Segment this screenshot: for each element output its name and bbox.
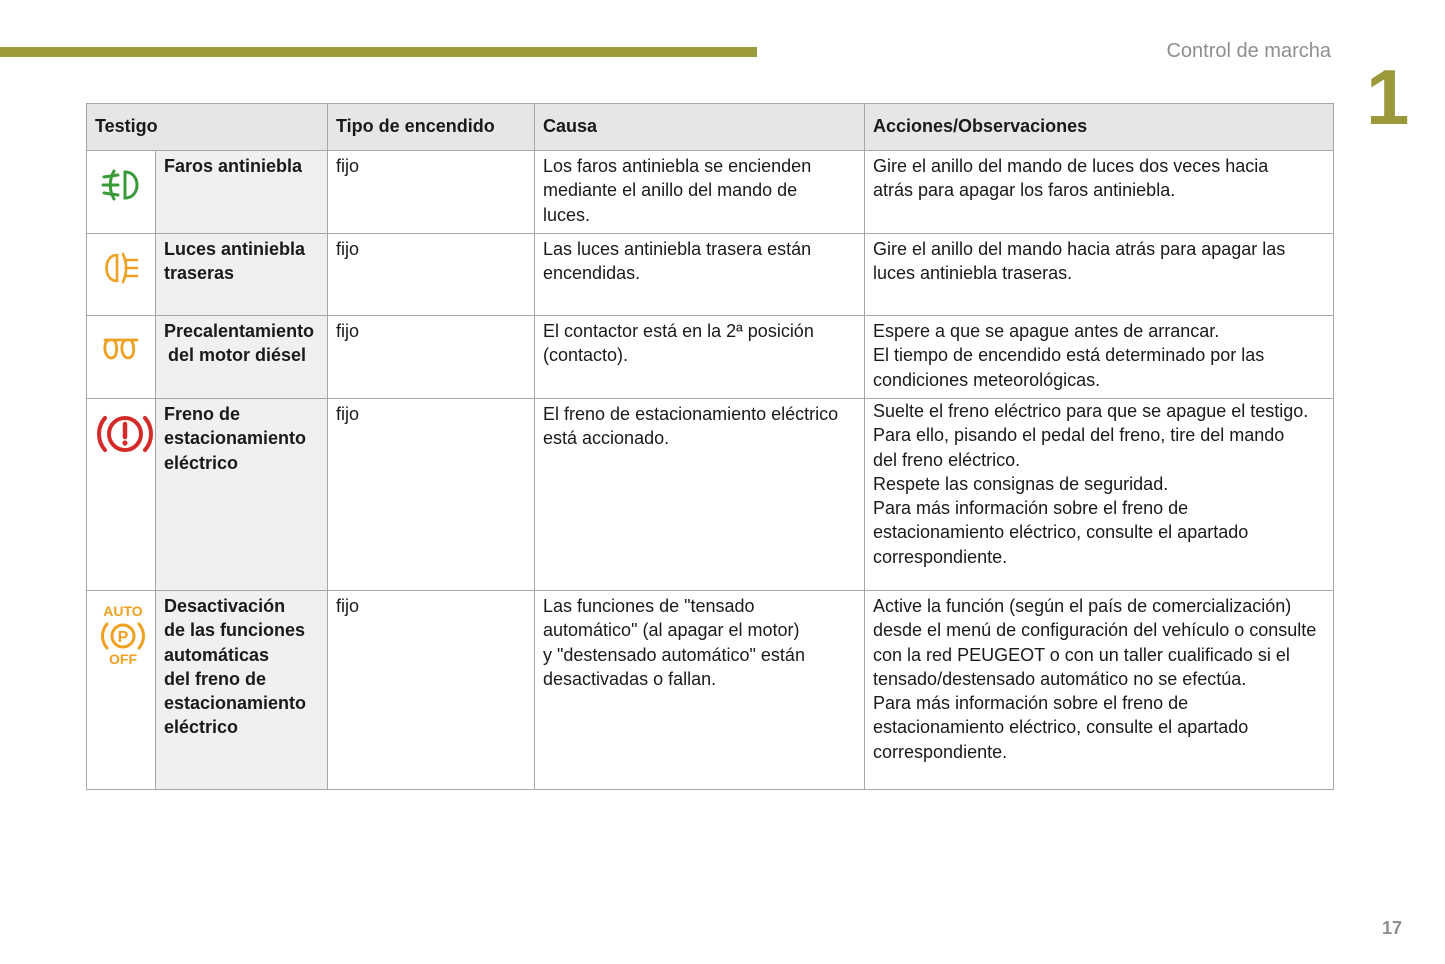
cause-line: desactivadas o fallan. xyxy=(543,668,717,689)
ignition-type: fijo xyxy=(328,591,535,790)
ignition-type: fijo xyxy=(328,234,535,316)
warning-name-line: automáticas xyxy=(164,644,270,665)
cause-cell xyxy=(535,316,865,399)
warning-lights-table xyxy=(86,103,1334,790)
action-line: desde el menú de configuración del vehículo o consulte xyxy=(873,620,1317,641)
warning-name-cell xyxy=(156,399,328,591)
icon-label-auto: AUTO xyxy=(103,603,143,619)
action-line: Espere a que se apague antes de arrancar. xyxy=(873,321,1220,341)
action-line: atrás para apagar los faros antiniebla. xyxy=(873,180,1176,201)
cause-line: Las luces antiniebla trasera están xyxy=(543,239,812,259)
action-line: Para más información sobre el freno de xyxy=(873,498,1189,519)
icon-cell xyxy=(87,591,156,790)
action-line: luces antiniebla traseras. xyxy=(873,263,1073,284)
table-header-row xyxy=(87,104,1334,151)
top-accent-bar xyxy=(0,47,757,57)
col-header-testigo: Testigo xyxy=(87,104,328,151)
warning-name-cell xyxy=(156,316,328,399)
table-row xyxy=(87,316,1334,399)
cause-cell xyxy=(535,234,865,316)
icon-cell xyxy=(87,234,156,316)
cause-line: (contacto). xyxy=(543,345,629,366)
warning-name-line: Freno de xyxy=(164,404,241,424)
table-row xyxy=(87,234,1334,316)
section-title: Control de marcha xyxy=(1166,40,1331,62)
col-header-tipo: Tipo de encendido xyxy=(328,104,535,151)
action-line: Gire el anillo del mando de luces dos veces hacia xyxy=(873,156,1269,176)
action-line: correspondiente. xyxy=(873,546,1008,567)
action-line: condiciones meteorológicas. xyxy=(873,369,1101,390)
ignition-type: fijo xyxy=(328,399,535,591)
action-line: Gire el anillo del mando hacia atrás para apagar las xyxy=(873,239,1286,259)
warning-name-cell xyxy=(156,591,328,790)
action-line: Respete las consignas de seguridad. xyxy=(873,473,1169,494)
cause-line: luces. xyxy=(543,204,591,225)
cause-line: y "destensado automático" están xyxy=(543,644,805,665)
warning-name-line: del motor diésel xyxy=(168,345,307,366)
col-header-acciones: Acciones/Observaciones xyxy=(865,104,1334,151)
action-cell xyxy=(865,399,1334,591)
chapter-number: 1 xyxy=(1366,53,1410,141)
warning-name-line: eléctrico xyxy=(164,717,239,738)
table-row xyxy=(87,591,1334,790)
cause-cell xyxy=(535,399,865,591)
action-line: del freno eléctrico. xyxy=(873,449,1021,470)
icon-cell xyxy=(87,399,156,591)
parking-brake-warning-icon xyxy=(95,410,155,458)
cause-line: El freno de estacionamiento eléctrico xyxy=(543,404,839,424)
action-line: estacionamiento eléctrico, consulte el apartado xyxy=(873,522,1249,543)
warning-name-cell xyxy=(156,151,328,234)
col-header-causa: Causa xyxy=(535,104,865,151)
action-line: estacionamiento eléctrico, consulte el apartado xyxy=(873,717,1249,738)
glow-plug-icon xyxy=(101,333,141,363)
action-cell xyxy=(865,591,1334,790)
cause-line: está accionado. xyxy=(543,428,670,449)
table-row xyxy=(87,399,1334,591)
warning-name-line: Luces antiniebla xyxy=(164,239,306,259)
action-cell xyxy=(865,234,1334,316)
cause-cell xyxy=(535,591,865,790)
action-cell xyxy=(865,316,1334,399)
warning-name-line: eléctrico xyxy=(164,452,239,473)
warning-name: Faros antiniebla xyxy=(164,156,303,176)
front-fog-light-icon xyxy=(99,168,143,202)
action-line: correspondiente. xyxy=(873,741,1008,762)
cause-line: encendidas. xyxy=(543,263,641,284)
warning-name-line: traseras xyxy=(164,263,235,284)
warning-name-line: estacionamiento xyxy=(164,428,307,449)
warning-name-line: Desactivación xyxy=(164,596,286,616)
ignition-type: fijo xyxy=(328,316,535,399)
cause-line: mediante el anillo del mando de xyxy=(543,180,798,201)
warning-name-cell xyxy=(156,234,328,316)
warning-name-line: del freno de xyxy=(164,668,267,689)
table-row xyxy=(87,151,1334,234)
action-line: Active la función (según el país de comercialización) xyxy=(873,596,1292,616)
icon-cell xyxy=(87,316,156,399)
action-line: Para más información sobre el freno de xyxy=(873,693,1189,714)
ignition-type: fijo xyxy=(328,151,535,234)
rear-fog-light-icon xyxy=(101,251,141,285)
cause-line: Los faros antiniebla se encienden xyxy=(543,156,812,176)
icon-cell xyxy=(87,151,156,234)
action-line: con la red PEUGEOT o con un taller cualificado si el xyxy=(873,644,1290,665)
cause-line: Las funciones de "tensado xyxy=(543,596,755,616)
cause-cell xyxy=(535,151,865,234)
action-cell xyxy=(865,151,1334,234)
icon-label-p: P xyxy=(117,629,129,646)
action-line: Para ello, pisando el pedal del freno, tire del mando xyxy=(873,425,1285,446)
action-line: tensado/destensado automático no se efectúa. xyxy=(873,668,1247,689)
auto-parking-brake-off-icon xyxy=(95,602,151,668)
icon-label-off: OFF xyxy=(109,651,137,667)
action-line: El tiempo de encendido está determinado por las xyxy=(873,345,1265,366)
warning-name-line: de las funciones xyxy=(164,620,306,641)
warning-name-line: Precalentamiento xyxy=(164,321,315,341)
warning-name-line: estacionamiento xyxy=(164,693,307,714)
page-number: 17 xyxy=(1382,918,1403,938)
action-line: Suelte el freno eléctrico para que se apague el testigo. xyxy=(873,401,1309,421)
cause-line: automático" (al apagar el motor) xyxy=(543,620,800,641)
cause-line: El contactor está en la 2ª posición xyxy=(543,321,814,341)
